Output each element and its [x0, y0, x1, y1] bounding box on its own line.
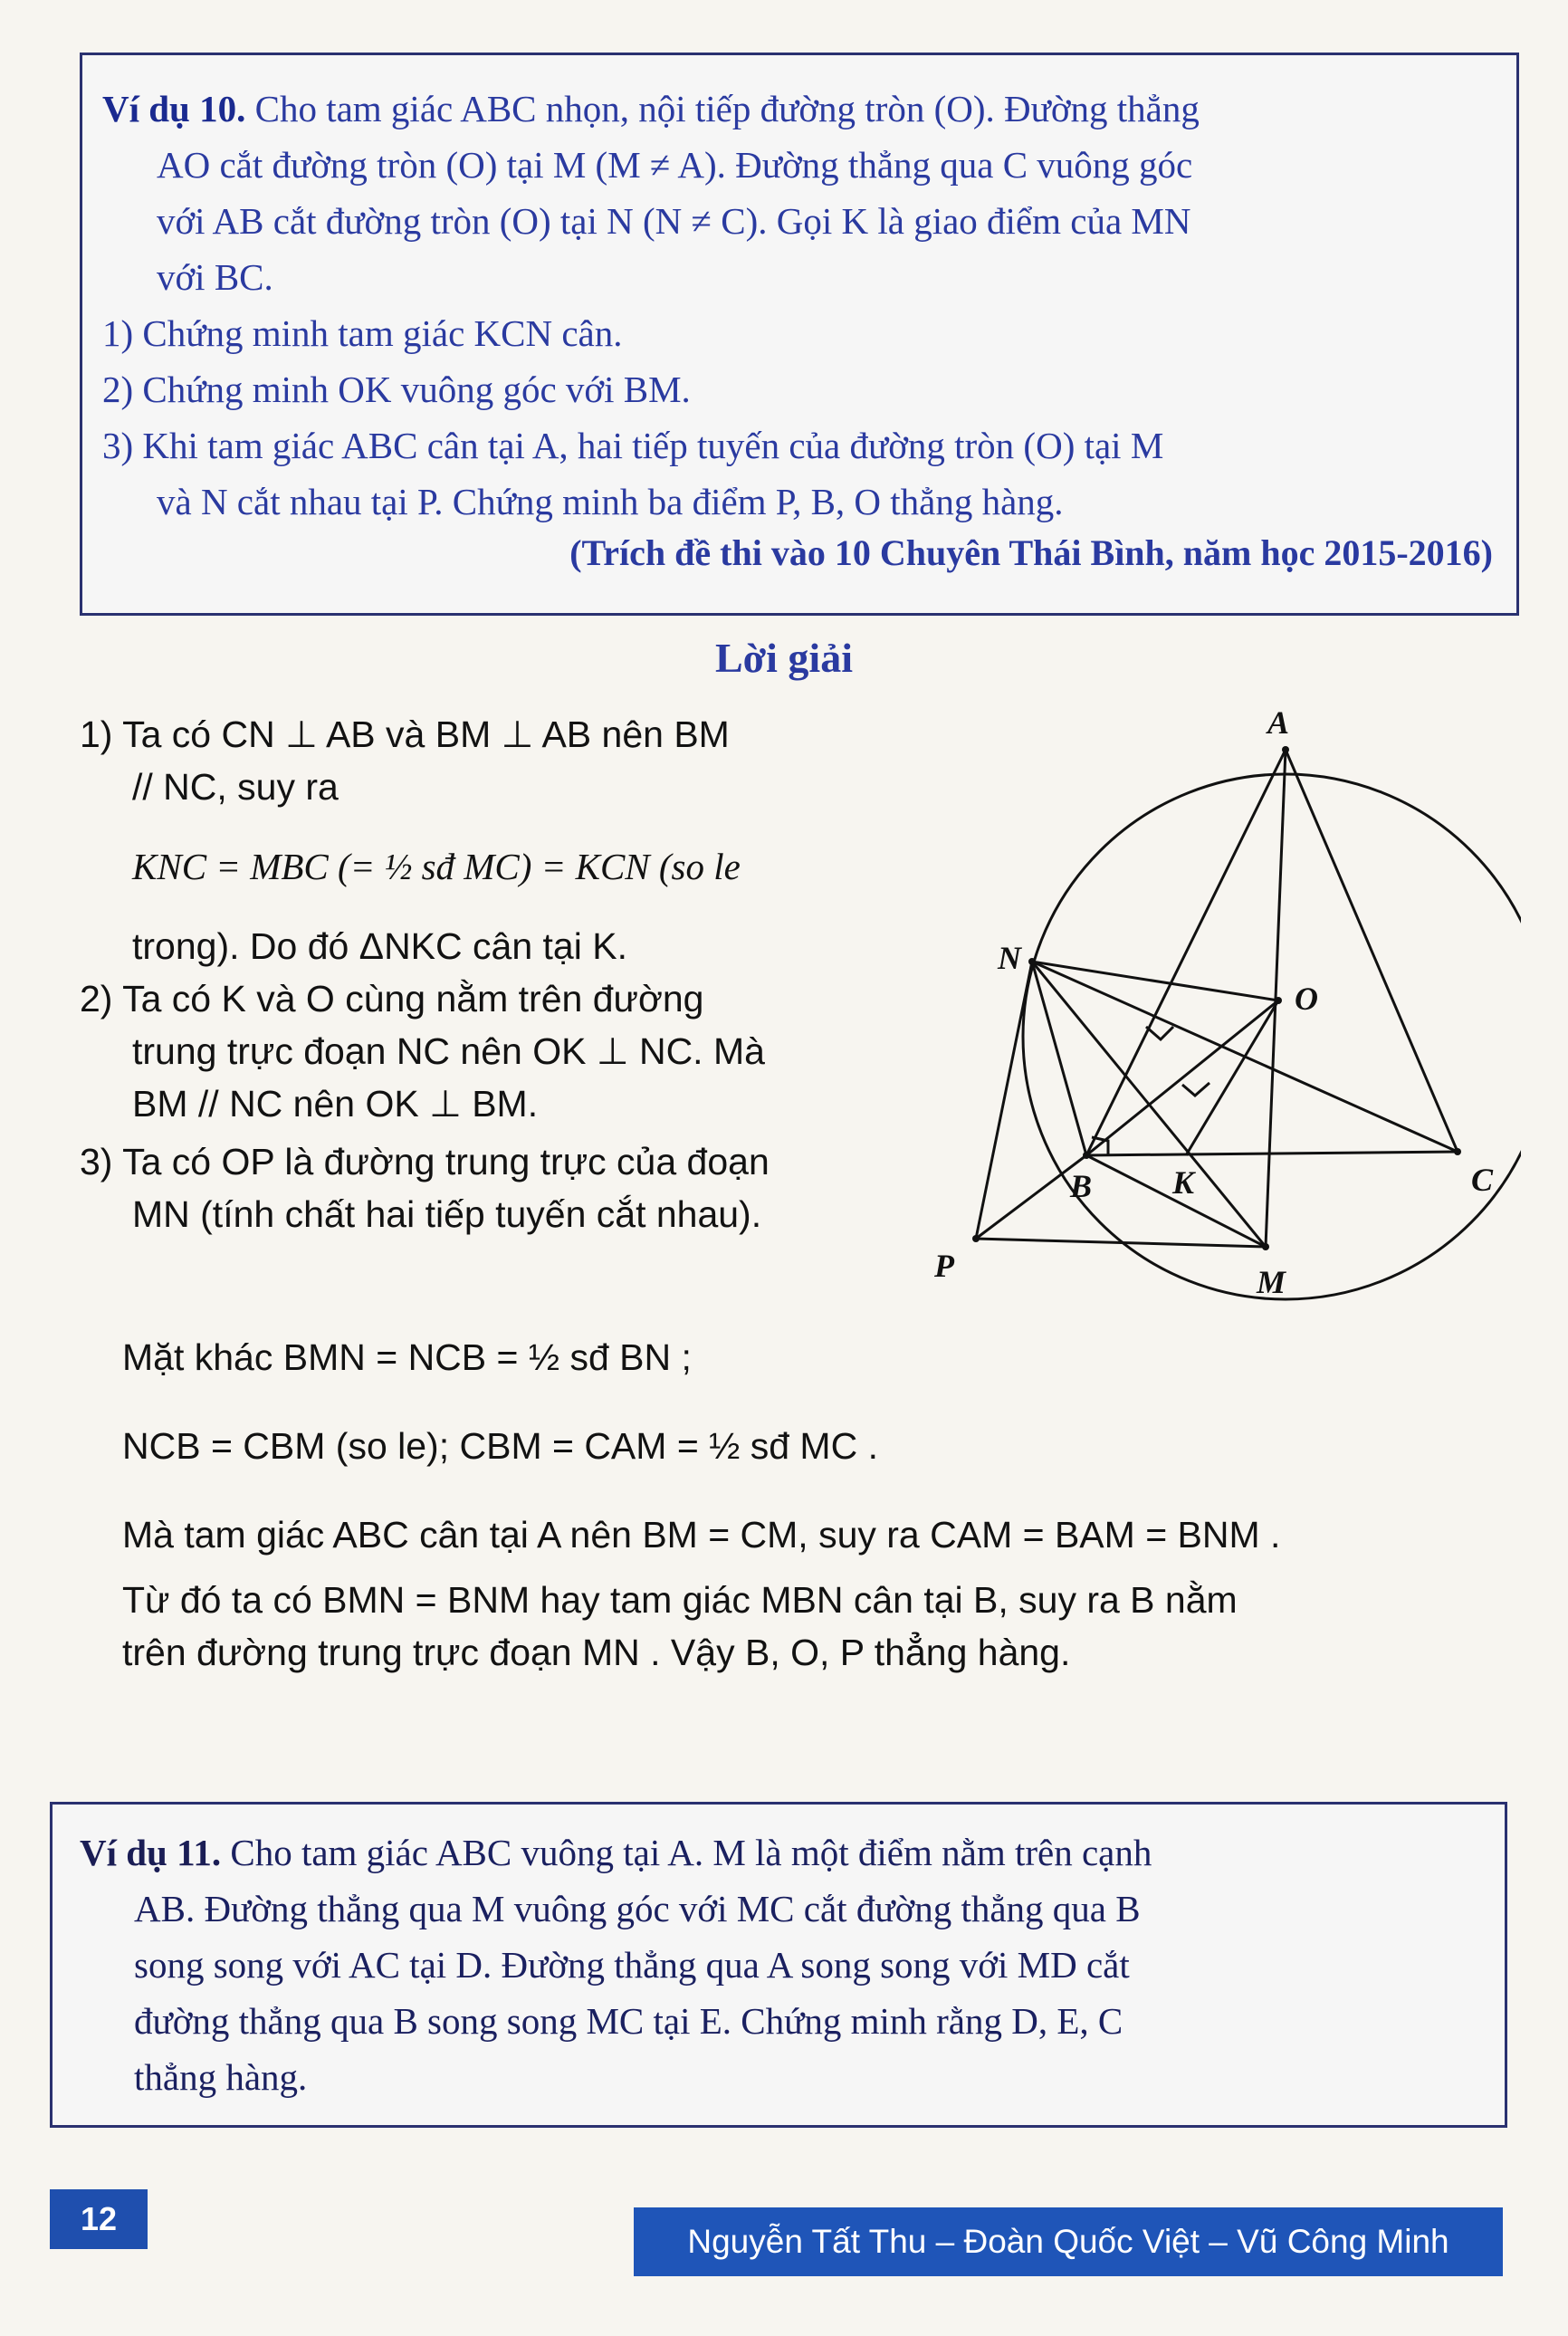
example-11-box [50, 1802, 1507, 2128]
solution-line: BM // NC nên OK ⊥ BM. [132, 1083, 539, 1125]
solution-line: trung trực đoạn NC nên OK ⊥ NC. Mà [132, 1030, 765, 1072]
segment-ob [1086, 1000, 1278, 1155]
solution-line: trên đường trung trực đoạn MN . Vậy B, O, P thẳng hàng. [122, 1632, 1071, 1673]
example-10-statement [102, 81, 1493, 305]
example-10-line: với BC. [157, 256, 273, 298]
example-11-line: thẳng hàng. [134, 2056, 308, 2098]
label-p: P [934, 1248, 954, 1284]
label-c: C [1471, 1162, 1494, 1198]
segment-pn [976, 962, 1032, 1239]
geometry-figure [923, 697, 1521, 1313]
solution-line: 1) Ta có CN ⊥ AB và BM ⊥ AB nên BM [80, 713, 730, 755]
solution-heading: Lời giải [715, 635, 853, 681]
solution-line: MN (tính chất hai tiếp tuyến cắt nhau). [132, 1193, 762, 1235]
example-10-line: AO cắt đường tròn (O) tại M (M ≠ A). Đường thẳng qua C vuông góc [157, 144, 1193, 186]
solution-line: NCB = CBM (so le); CBM = CAM = ½ sđ MC . [122, 1425, 878, 1467]
solution-line: trong). Do đó ΔNKC cân tại K. [132, 925, 627, 967]
point-o [1275, 997, 1282, 1004]
solution-part-3 [122, 1331, 1535, 1679]
point-c [1454, 1148, 1461, 1155]
example-10-item-line: và N cắt nhau tại P. Chứng minh ba điểm P, B, O thẳng hàng. [157, 481, 1064, 522]
solution-line: 2) Ta có K và O cùng nằm trên đường [80, 978, 704, 1020]
example-10-item [102, 417, 1493, 530]
solution-formula: KNC = MBC (= ½ sđ MC) = KCN (so le [132, 846, 741, 887]
example-10-item: 1) Chứng minh tam giác KCN cân. [102, 312, 623, 354]
segment-ok [1186, 1000, 1278, 1155]
point-a [1282, 746, 1289, 753]
solution-line: Mà tam giác ABC cân tại A nên BM = CM, suy ra CAM = BAM = BNM . [122, 1514, 1281, 1556]
example-11-line: đường thẳng qua B song song MC tại E. Chứng minh rằng D, E, C [134, 2000, 1123, 2042]
label-m: M [1257, 1264, 1286, 1300]
circle-o [1023, 774, 1521, 1299]
solution-line: // NC, suy ra [132, 766, 339, 808]
example-10-title: Ví dụ 10. [102, 88, 246, 129]
label-b: B [1070, 1168, 1093, 1204]
segment-ab [1086, 750, 1286, 1155]
example-11-line: Cho tam giác ABC vuông tại A. M là một điểm nằm trên cạnh [230, 1832, 1152, 1873]
example-10-item-line: 3) Khi tam giác ABC cân tại A, hai tiếp tuyến của đường tròn (O) tại M [102, 425, 1164, 466]
label-o: O [1295, 981, 1318, 1017]
label-k: K [1172, 1164, 1195, 1201]
page-number: 12 [50, 2189, 148, 2249]
segment-no [1032, 962, 1278, 1000]
example-11-title: Ví dụ 11. [80, 1832, 222, 1873]
segment-bc [1086, 1152, 1458, 1155]
point-n [1028, 958, 1036, 965]
example-11-statement [80, 1824, 1481, 2105]
segment-nb [1032, 962, 1086, 1155]
example-10-line: Cho tam giác ABC nhọn, nội tiếp đường tròn (O). Đường thẳng [254, 88, 1200, 129]
solution-part-1 [80, 708, 922, 1240]
point-m [1262, 1243, 1269, 1250]
example-10-source: (Trích đề thi vào 10 Chuyên Thái Bình, năm học 2015-2016) [569, 532, 1493, 573]
solution-line: Từ đó ta có BMN = BNM hay tam giác MBN cân tại B, suy ra B nằm [122, 1579, 1238, 1621]
right-angle-mark [1182, 1083, 1209, 1096]
author-banner: Nguyễn Tất Thu – Đoàn Quốc Việt – Vũ Công Minh [634, 2207, 1503, 2276]
segment-ac [1286, 750, 1458, 1152]
right-angle-mark [1146, 1027, 1173, 1039]
solution-line: Mặt khác BMN = NCB = ½ sđ BN ; [122, 1336, 692, 1378]
example-10-item: 2) Chứng minh OK vuông góc với BM. [102, 369, 691, 410]
example-10-box [80, 53, 1519, 616]
label-a: A [1267, 704, 1290, 741]
solution-line: 3) Ta có OP là đường trung trực của đoạn [80, 1141, 770, 1182]
point-b [1083, 1152, 1090, 1159]
label-n: N [998, 940, 1021, 976]
point-p [972, 1235, 980, 1242]
example-11-line: song song với AC tại D. Đường thẳng qua A song song với MD cắt [134, 1944, 1130, 1986]
example-10-line: với AB cắt đường tròn (O) tại N (N ≠ C). Gọi K là giao điểm của MN [157, 200, 1191, 242]
example-11-line: AB. Đường thẳng qua M vuông góc với MC cắt đường thẳng qua B [134, 1888, 1141, 1929]
